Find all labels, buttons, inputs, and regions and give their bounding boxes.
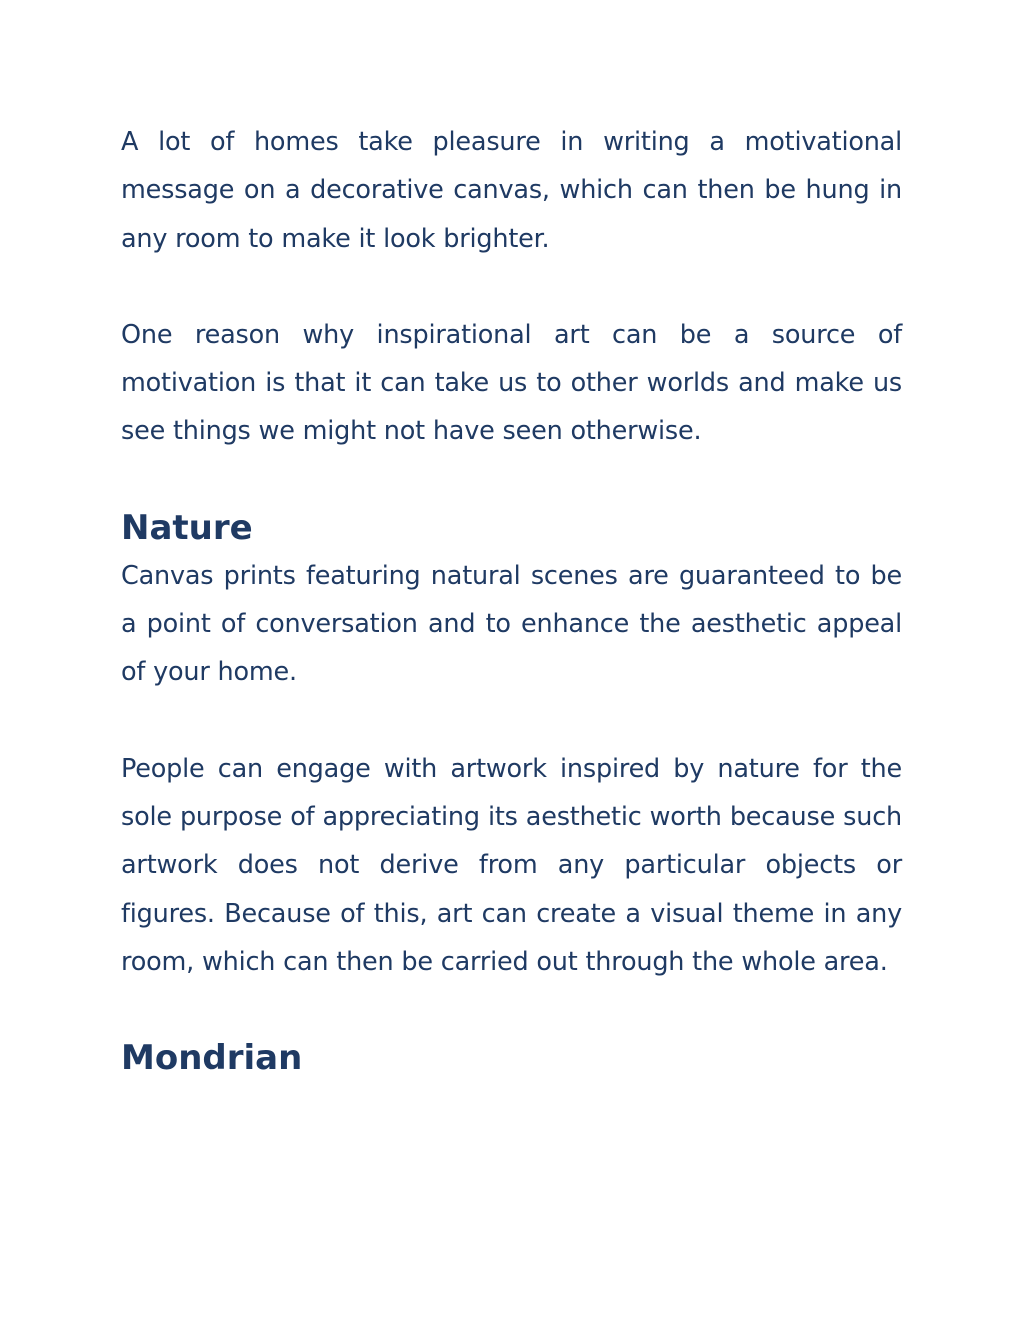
paragraph-nature-1: Canvas prints featuring natural scenes are guaranteed to be a point of conversation and to enhance the aesthetic appeal of your home. <box>121 560 902 688</box>
section-heading-nature: Nature <box>121 507 253 548</box>
paragraph-intro-1: A lot of homes take pleasure in writing a motivational message on a decorative canvas, which can then be hung in any room to make it look brighter. <box>121 127 902 254</box>
paragraph-spacer <box>121 456 902 504</box>
paragraph-spacer <box>121 263 902 311</box>
paragraph-spacer <box>121 697 902 745</box>
section-heading-mondrian: Mondrian <box>121 1038 303 1079</box>
document-page <box>121 118 902 1082</box>
paragraph-intro-2: One reason why inspirational art can be a source of motivation is that it can take us to other worlds and make us see things we might not have seen otherwise. <box>121 319 902 447</box>
paragraph-nature-2: People can engage with artwork inspired by nature for the sole purpose of appreciating its aesthetic worth because such artwork does not derive from any particular objects or figures. Because of this, art can create a visual theme in any room, which can then be carried out through the whole area. <box>121 753 902 977</box>
paragraph-spacer <box>121 986 902 1034</box>
